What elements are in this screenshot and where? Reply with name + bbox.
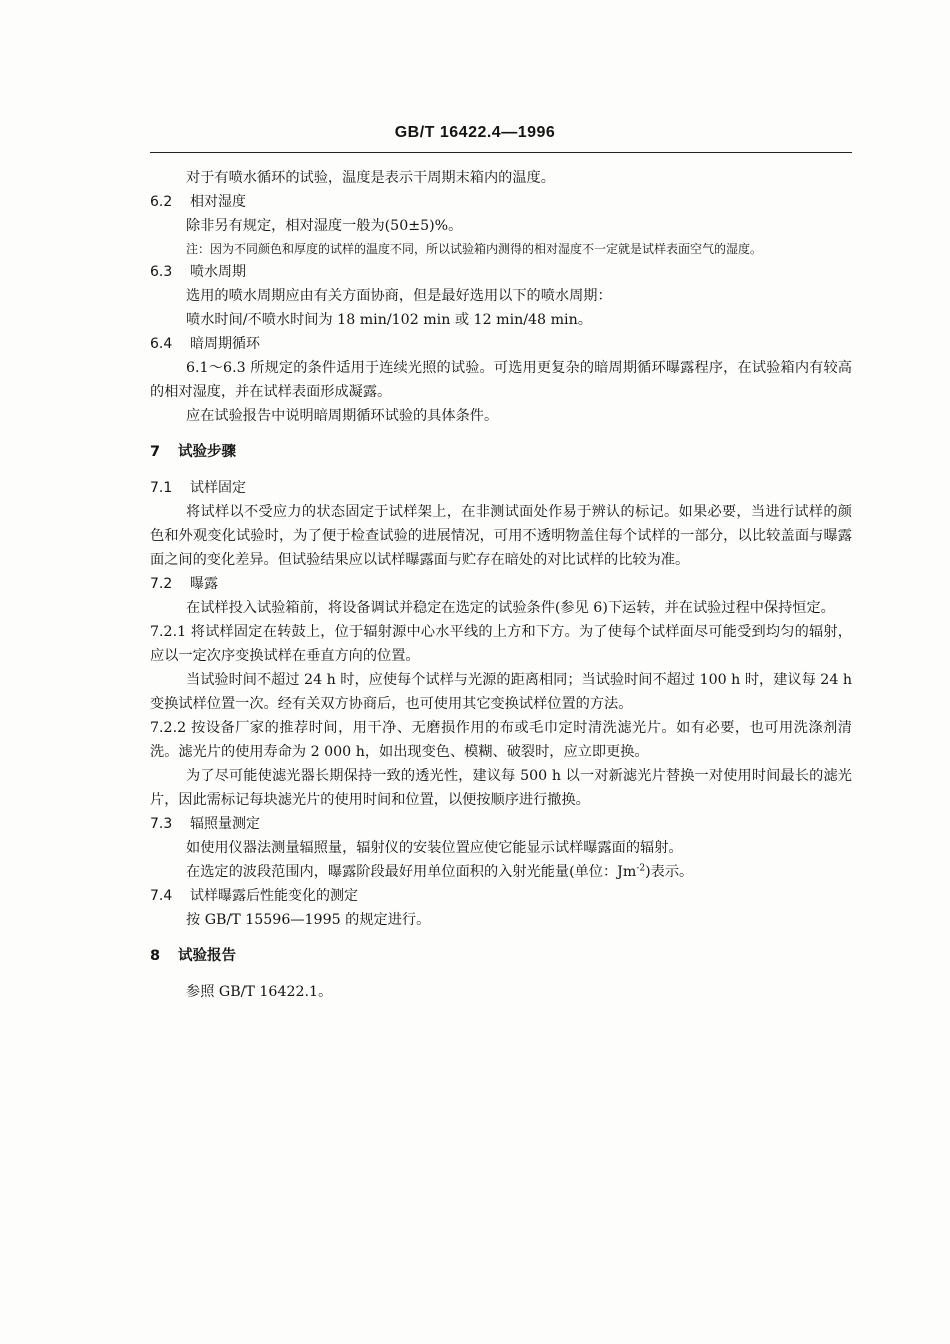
- spacer: [150, 428, 852, 440]
- header-rule: [150, 152, 852, 153]
- section-heading-6-3: [150, 260, 852, 284]
- chapter-number: 8: [150, 948, 161, 964]
- text-run: 在选定的波段范围内，曝露阶段最好用单位面积的入射光能量(单位：Jm: [186, 864, 637, 880]
- note-6-2: 注：因为不同颜色和厚度的试样的温度不同，所以试验箱内测得的相对湿度不一定就是试样表面空气的湿度。: [186, 242, 763, 256]
- paragraph-7-2-2-b: 为了尽可能使滤光器长期保持一致的透光性，建议每 500 h 以一对新滤光片替换一对使用时间最长的滤光片，因此需标记每块滤光片的使用时间和位置，以便按顺序进行撤换。: [150, 768, 852, 808]
- section-number: 7.2: [150, 576, 173, 592]
- paragraph-6-3-b: 喷水时间/不喷水时间为 18 min/102 min 或 12 min/48 min。: [186, 312, 592, 328]
- section-heading-7-4: [150, 884, 852, 908]
- chapter-title: 试验报告: [178, 948, 236, 964]
- paragraph-7-2-1-a: 7.2.1 将试样固定在转鼓上，位于辐射源中心水平线的上方和下方。为了使每个试样面尽可能受到均匀的辐射，应以一定次序变换试样在垂直方向的位置。: [150, 624, 852, 664]
- superscript: -2: [636, 863, 646, 874]
- section-title: 辐照量测定: [190, 816, 260, 832]
- section-heading-7-3: [150, 812, 852, 836]
- section-title: 试样固定: [190, 480, 246, 496]
- paragraph-7-2: 在试样投入试验箱前，将设备调试并稳定在选定的试验条件(参见 6)下运转，并在试验过程中保持恒定。: [186, 600, 835, 616]
- paragraph-7-2-1-b: 当试验时间不超过 24 h 时，应使每个试样与光源的距离相同；当试验时间不超过 100 h 时，建议每 24 h 变换试样位置一次。经有关双方协商后，也可使用其它变换试样位置的方法。: [150, 672, 852, 712]
- paragraph-6-4-b: 应在试验报告中说明暗周期循环试验的具体条件。: [186, 408, 499, 424]
- text-run: )表示。: [645, 864, 694, 880]
- chapter-number: 7: [150, 444, 161, 460]
- section-title: 曝露: [190, 576, 218, 592]
- paragraph-6-2: 除非另有规定，相对湿度一般为(50±5)%。: [186, 218, 463, 234]
- paragraph-7-4: 按 GB/T 15596—1995 的规定进行。: [186, 912, 431, 928]
- paragraph-8: 参照 GB/T 16422.1。: [186, 984, 333, 1000]
- paragraph-6-3-a: 选用的喷水周期应由有关方面协商，但是最好选用以下的喷水周期：: [186, 288, 612, 304]
- section-title: 暗周期循环: [190, 336, 260, 352]
- page-header-standard-number: GB/T 16422.4—1996: [394, 124, 556, 141]
- section-number: 7.4: [150, 888, 173, 904]
- section-number: 7.3: [150, 816, 173, 832]
- paragraph-7-3-b: [150, 860, 852, 884]
- document-body: [150, 158, 852, 1004]
- chapter-heading-8: [150, 944, 852, 968]
- section-heading-6-4: [150, 332, 852, 356]
- section-heading-7-2: [150, 572, 852, 596]
- section-title: 试样曝露后性能变化的测定: [190, 888, 358, 904]
- spacer: [150, 968, 852, 980]
- spacer: [150, 932, 852, 944]
- paragraph-6-4-a: 6.1～6.3 所规定的条件适用于连续光照的试验。可选用更复杂的暗周期循环曝露程序，在试验箱内有较高的相对湿度，并在试样表面形成凝露。: [150, 360, 852, 400]
- chapter-heading-7: [150, 440, 852, 464]
- section-number: 6.3: [150, 264, 173, 280]
- section-number: 6.2: [150, 194, 173, 210]
- paragraph-7-3-a: 如使用仪器法测量辐照量，辐射仪的安装位置应使它能显示试样曝露面的辐射。: [186, 840, 683, 856]
- paragraph-7-1: 将试样以不受应力的状态固定于试样架上，在非测试面处作易于辨认的标记。如果必要，当进行试样的颜色和外观变化试验时，为了便于检查试验的进展情况，可用不透明物盖住每个试样的一部分，以比较盖面与曝露面之间的变化差异。但试验结果应以试样曝露面与贮存在暗处的对比试样的比较为准。: [150, 504, 852, 568]
- section-number: 7.1: [150, 480, 173, 496]
- section-title: 喷水周期: [190, 264, 246, 280]
- section-title: 相对湿度: [190, 194, 246, 210]
- chapter-title: 试验步骤: [178, 444, 236, 460]
- section-number: 6.4: [150, 336, 173, 352]
- paragraph-7-2-2-a: 7.2.2 按设备厂家的推荐时间，用干净、无磨损作用的布或毛巾定时清洗滤光片。如有必要，也可用洗涤剂清洗。滤光片的使用寿命为 2 000 h，如出现变色、模糊、破裂时，应立即更换。: [150, 720, 852, 760]
- paragraph-intro: 对于有喷水循环的试验，温度是表示干周期末箱内的温度。: [186, 170, 555, 186]
- section-heading-7-1: [150, 476, 852, 500]
- section-heading-6-2: [150, 190, 852, 214]
- spacer: [150, 464, 852, 476]
